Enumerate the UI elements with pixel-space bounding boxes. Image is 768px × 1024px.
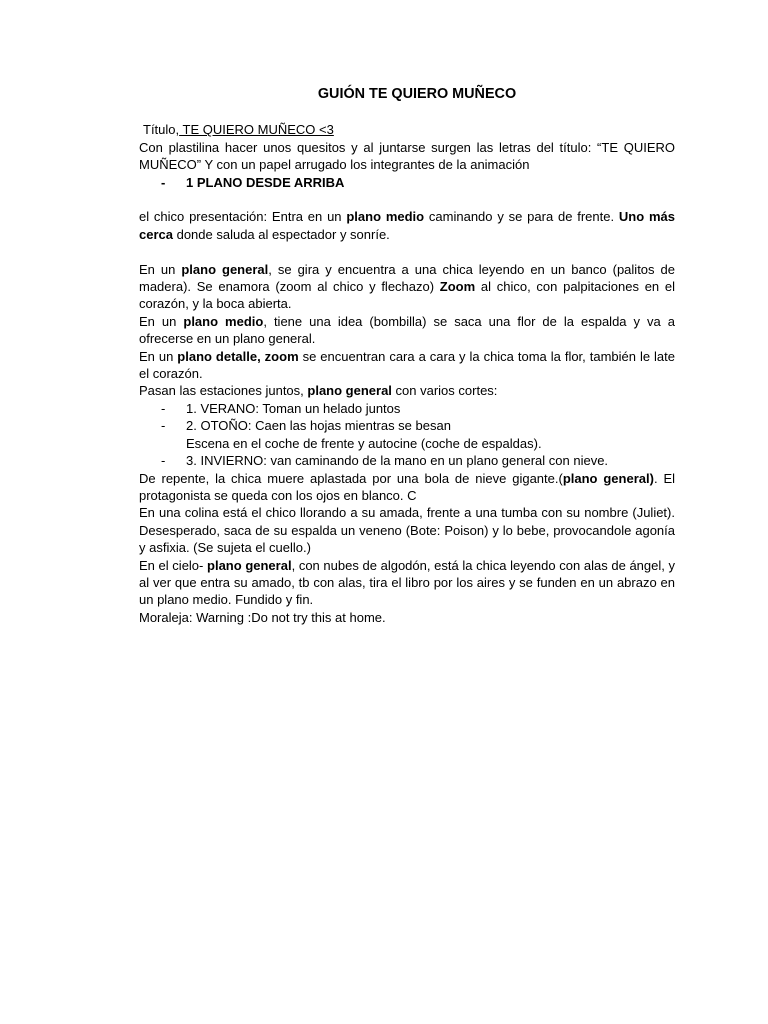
bullet-dash: - [161, 418, 166, 434]
text-run: caminando y se para de frente. [424, 209, 619, 225]
text-run: En el cielo- [139, 557, 208, 573]
paragraph-cielo [139, 557, 675, 609]
shot-heading [139, 174, 675, 191]
text-run: Pasan las estaciones juntos, [139, 383, 308, 399]
season-text: 1. VERANO: Toman un helado juntos [186, 400, 401, 416]
season-text: 2. OTOÑO: Caen las hojas mientras se besan [186, 418, 451, 434]
bullet-dash: - [161, 174, 166, 190]
bold-run: plano detalle, zoom [177, 348, 299, 364]
season-item-otono [139, 417, 675, 434]
text-run: con varios cortes: [391, 383, 498, 399]
text-run: , se gira y encuentra a una chica leyendo en un banco (palitos de madera). Se enamora (zoom al chico y flechazo) [139, 261, 675, 295]
paragraph-idea [139, 313, 675, 348]
bold-run: plano general) [562, 470, 654, 486]
titulo-label: Título, [143, 122, 180, 138]
paragraph-colina: En una colina está el chico llorando a su amada, frente a una tumba con su nombre (Juliet). Desesperado, saca de su espalda un veneno (Bote: Poison) y lo bebe, provocandole agonía y asfixia. (Se sujeta el cuello.) [139, 505, 675, 556]
paragraph-muerte [139, 470, 675, 505]
bullet-dash: - [161, 453, 166, 469]
bullet-dash: - [161, 400, 166, 416]
season-item-verano [139, 400, 675, 417]
text-run: En un [139, 261, 182, 277]
moraleja-line: Moraleja: Warning :Do not try this at home. [139, 609, 386, 625]
text-run: donde saluda al espectador y sonríe. [172, 226, 390, 242]
text-run: En un [139, 348, 178, 364]
bold-run: plano general [207, 557, 292, 573]
document-title: GUIÓN TE QUIERO MUÑECO [317, 86, 517, 102]
titulo-line [139, 121, 675, 138]
season-item-otono-continuation: Escena en el coche de frente y autocine (coche de espaldas). [186, 435, 542, 451]
shot-heading-text: 1 PLANO DESDE ARRIBA [186, 174, 345, 190]
titulo-value: TE QUIERO MUÑECO <3 [179, 122, 334, 138]
bold-run: plano medio [183, 313, 264, 329]
bold-run: plano medio [346, 209, 425, 225]
bold-run: Zoom [439, 279, 476, 295]
text-run: el chico presentación: Entra en un [139, 209, 347, 225]
text-run: se encuentran cara a cara y la chica toma la flor, también le late el corazón. [139, 348, 676, 382]
text-run: En un [139, 313, 184, 329]
spacer [139, 191, 675, 208]
paragraph-detalle [139, 348, 675, 383]
paragraph-presentacion [139, 208, 675, 243]
text-run: , con nubes de algodón, está la chica leyendo con alas de ángel, y al ver que entra su amado, tb con alas, tira el libro por los aires y se funden en un abrazo en un plano medio. Fundido y fin. [139, 557, 675, 608]
text-run: , tiene una idea (bombilla) se saca una flor de la espalda y va a ofrecerse en un plano general. [139, 313, 675, 347]
bold-run: plano general [181, 261, 269, 277]
intro-paragraph: Con plastilina hacer unos quesitos y al juntarse surgen las letras del título: “TE QUIERO MUÑECO” Y con un papel arrugado los integrantes de la animación [139, 139, 675, 173]
bold-run: plano general [307, 383, 392, 399]
spacer [139, 243, 675, 260]
season-item-invierno [139, 452, 675, 469]
document-page [139, 86, 675, 626]
text-run: . El protagonista se queda con los ojos en blanco. C [139, 470, 675, 503]
bold-run: Uno más cerca [139, 209, 675, 242]
paragraph-estaciones [139, 382, 675, 399]
text-run: al chico, con palpitaciones en el corazón, y la boca abierta. [139, 279, 675, 312]
text-run: De repente, la chica muere aplastada por una bola de nieve gigante.( [139, 470, 563, 486]
season-text: 3. INVIERNO: van caminando de la mano en un plano general con nieve. [186, 453, 609, 469]
paragraph-encuentro [139, 261, 675, 313]
